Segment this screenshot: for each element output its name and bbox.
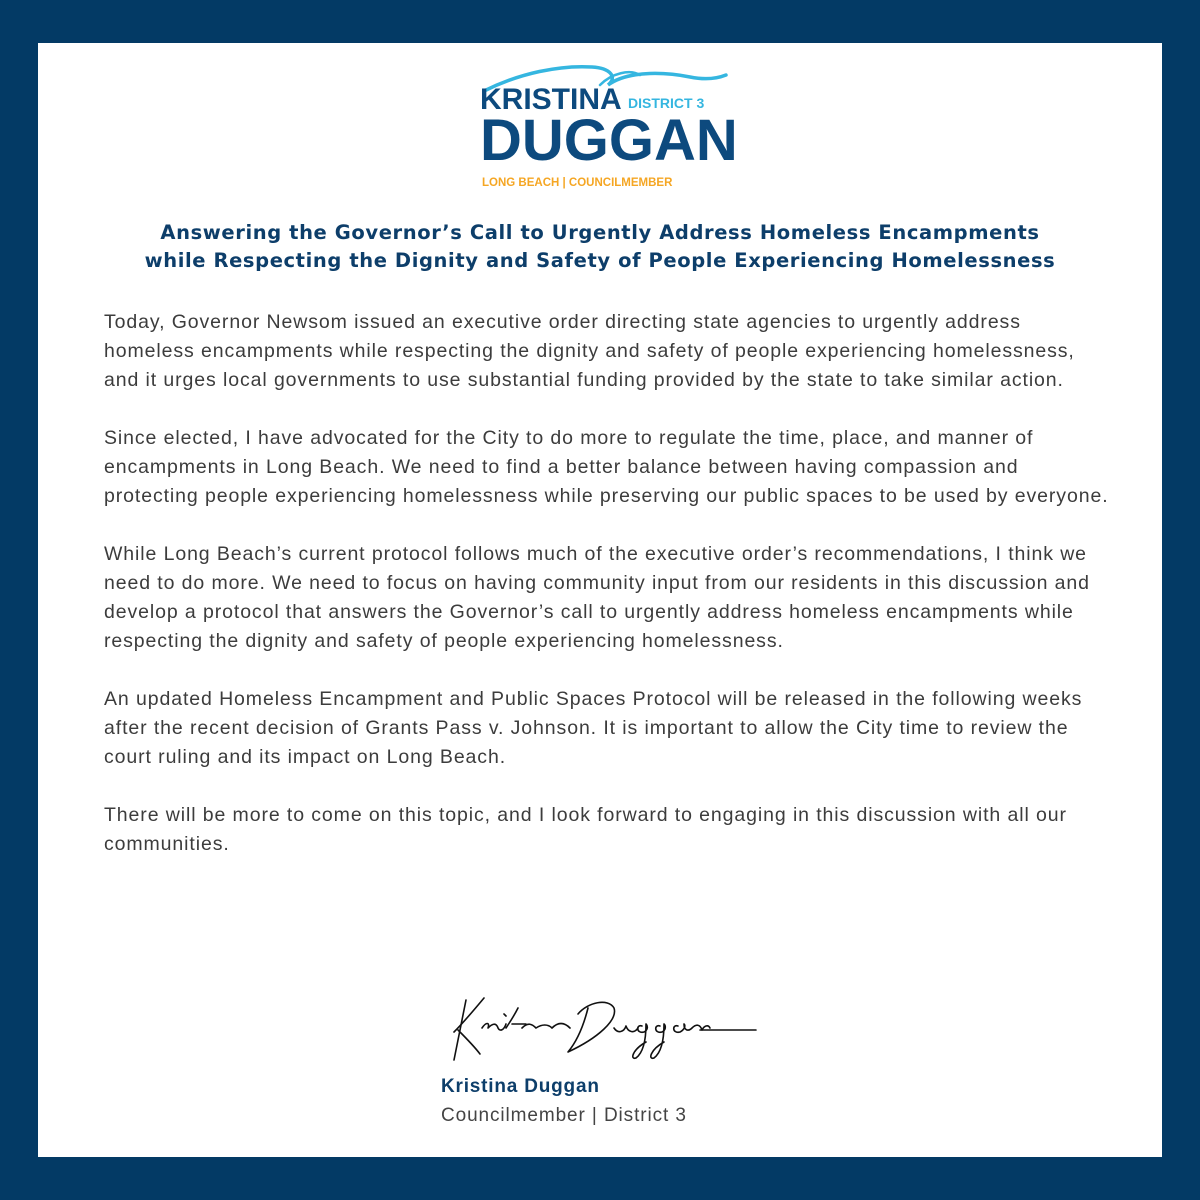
body-paragraph: Today, Governor Newsom issued an executive order directing state agencies to urgently address homeless encampments while respecting the dignity and safety of people experiencing homelessness, and it urges local governments to use substantial funding provided by the state to take similar action. [104,311,1075,391]
logo-last-name: DUGGAN [480,108,738,173]
logo-tagline: LONG BEACH | COUNCILMEMBER [482,177,673,189]
statement-title [58,219,1142,275]
campaign-logo [480,55,738,190]
statement-page [38,43,1162,1157]
title-line-1: Answering the Governor’s Call to Urgently Address Homeless Encampments [160,221,1040,244]
title-line-2: while Respecting the Dignity and Safety of People Experiencing Homelessness [144,249,1056,272]
handwritten-signature [438,988,758,1068]
body-paragraph: There will be more to come on this topic, and I look forward to engaging in this discussion with all our communities. [104,804,1067,855]
body-paragraph: An updated Homeless Encampment and Public Spaces Protocol will be released in the following weeks after the recent decision of Grants Pass v. Johnson. It is important to allow the City time to review the court ruling and its impact on Long Beach. [104,688,1083,768]
body-paragraph: Since elected, I have advocated for the City to do more to regulate the time, place, and manner of encampments in Long Beach. We need to find a better balance between having compassion and protecting people experiencing homelessness while preserving our public spaces to be used by everyone. [104,427,1109,507]
signer-name: Kristina Duggan [441,1076,600,1097]
body-paragraph: While Long Beach’s current protocol follows much of the executive order’s recommendations, I think we need to do more. We need to focus on having community input from our residents in this discussion and develop a protocol that answers the Governor’s call to urgently address homeless encampments while respecting the dignity and safety of people experiencing homelessness. [104,543,1090,652]
statement-body [104,308,1114,888]
signer-role: Councilmember | District 3 [441,1105,687,1126]
logo-first-name: KRISTINA [480,83,622,116]
logo-district: DISTRICT 3 [628,95,705,111]
